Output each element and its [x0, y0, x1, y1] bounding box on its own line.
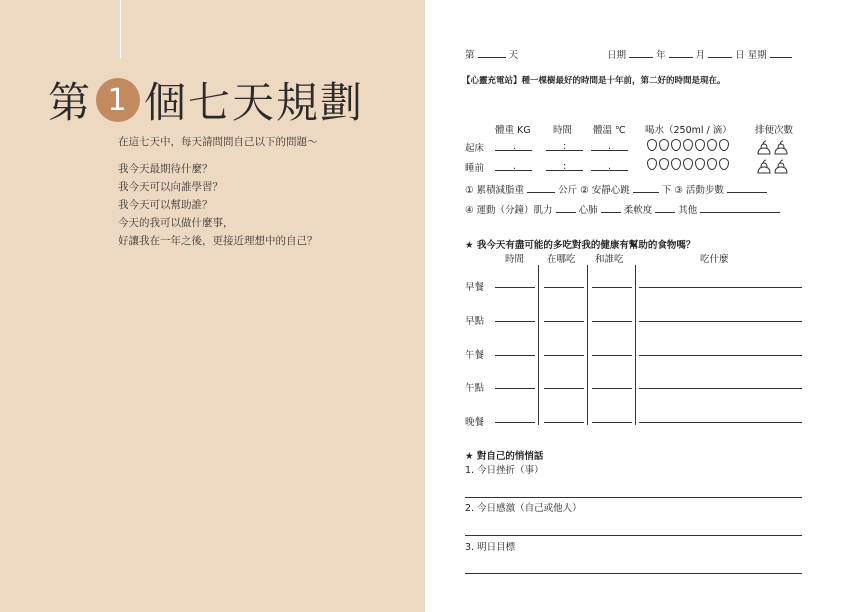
day-suffix: 天	[508, 50, 519, 61]
question-item: 我今天最期待什麼？	[118, 163, 213, 175]
flexibility-label: 柔軟度	[623, 205, 653, 216]
meal-field[interactable]	[495, 321, 535, 322]
poo-icon	[758, 141, 770, 154]
heart-rate-field[interactable]	[633, 182, 659, 193]
water-drops-wake	[647, 139, 731, 151]
cardio-label: 心肺	[578, 205, 598, 216]
stats-line-1	[465, 182, 767, 196]
title-prefix: 第	[48, 78, 93, 127]
weight-dot: .	[513, 141, 517, 152]
water-drop-icon[interactable]	[683, 139, 693, 151]
meal-label: 午餐	[465, 350, 485, 361]
poo-icon	[775, 160, 787, 173]
time-colon: :	[563, 141, 567, 152]
title-number-badge: 1	[96, 78, 140, 122]
meal-field[interactable]	[592, 287, 632, 288]
water-drop-icon[interactable]	[695, 158, 705, 170]
water-drop-icon[interactable]	[719, 158, 729, 170]
meal-label: 早餐	[465, 282, 485, 293]
water-drop-icon[interactable]	[659, 139, 669, 151]
question-list	[118, 160, 318, 250]
meal-field[interactable]	[639, 388, 802, 389]
page-title	[48, 70, 364, 130]
meal-label: 早點	[465, 316, 485, 327]
day-label: 日	[735, 50, 745, 61]
meal-field[interactable]	[544, 355, 584, 356]
col-time: 時間	[553, 125, 573, 136]
water-drop-icon[interactable]	[683, 158, 693, 170]
month-label: 月	[695, 50, 706, 61]
meal-label: 午點	[465, 383, 485, 394]
food-col-time: 時間	[505, 254, 525, 265]
col-bowel: 排便次數	[755, 125, 794, 136]
water-drop-icon[interactable]	[707, 139, 717, 151]
water-drop-icon[interactable]	[719, 139, 729, 151]
meal-label: 晚餐	[465, 417, 485, 428]
frustration-field[interactable]	[465, 497, 802, 498]
heart-rate-unit: 下	[661, 185, 672, 196]
water-drop-icon[interactable]	[695, 139, 705, 151]
other-label: 其他	[678, 205, 698, 216]
row-sleep: 睡前	[465, 163, 485, 174]
meal-field[interactable]	[639, 287, 802, 288]
fat-loss-label: ① 累積減脂重	[465, 185, 525, 196]
food-question: ★ 我今天有盡可能的多吃對我的健康有幫助的食物嗎？	[465, 240, 696, 251]
water-drop-icon[interactable]	[647, 158, 657, 170]
meal-field[interactable]	[592, 355, 632, 356]
water-drop-icon[interactable]	[707, 158, 717, 170]
water-drops-sleep	[647, 158, 731, 170]
stats-line-2	[465, 202, 780, 216]
food-col-with: 和誰吃	[595, 254, 624, 265]
quote-text: 【心靈充電站】種一棵樹最好的時間是十年前，第二好的時間是現在。	[462, 76, 726, 86]
col-temp: 體溫 ℃	[593, 125, 626, 136]
fat-loss-unit: 公斤	[558, 185, 578, 196]
whisper-title: ★ 對自己的悄悄話	[465, 451, 544, 462]
day-field[interactable]	[478, 47, 506, 58]
meal-field[interactable]	[495, 388, 535, 389]
whisper-item: 2. 今日感激（自己或他人）	[465, 503, 582, 514]
other-field[interactable]	[700, 202, 780, 213]
question-item: 我今天可以幫助誰？	[118, 199, 213, 211]
food-divider	[587, 265, 588, 425]
date-fields	[607, 47, 792, 61]
goal-field[interactable]	[465, 573, 802, 574]
strength-field[interactable]	[556, 202, 576, 213]
meal-field[interactable]	[639, 321, 802, 322]
whisper-item: 3. 明日目標	[465, 542, 516, 553]
water-drop-icon[interactable]	[647, 139, 657, 151]
day-of-month-field[interactable]	[708, 47, 732, 58]
weight-dot: .	[513, 161, 517, 172]
month-field[interactable]	[669, 47, 693, 58]
poo-icon	[775, 141, 787, 154]
temp-dot: .	[608, 161, 612, 172]
water-drop-icon[interactable]	[659, 158, 669, 170]
food-col-what: 吃什麼	[700, 254, 729, 265]
page-marker-line	[120, 0, 121, 58]
strength-label: ④ 運動（分鐘）肌力	[465, 205, 553, 216]
meal-field[interactable]	[592, 388, 632, 389]
meal-field[interactable]	[639, 355, 802, 356]
water-drop-icon[interactable]	[671, 158, 681, 170]
row-wake: 起床	[465, 143, 485, 154]
meal-field[interactable]	[495, 287, 535, 288]
flexibility-field[interactable]	[655, 202, 675, 213]
day-counter	[465, 47, 518, 61]
water-drop-icon[interactable]	[671, 139, 681, 151]
title-suffix: 個七天規劃	[144, 78, 365, 127]
question-item: 好讓我在一年之後，更接近理想中的自己？	[118, 235, 318, 247]
year-label: 年	[656, 50, 666, 61]
meal-field[interactable]	[495, 355, 535, 356]
col-water: 喝水（250ml / 滴）	[645, 125, 732, 136]
gratitude-field[interactable]	[465, 535, 802, 536]
poo-icon	[758, 160, 770, 173]
day-prefix: 第	[465, 50, 475, 61]
question-item: 今天的我可以做什麼事，	[118, 217, 234, 229]
question-item: 我今天可以向誰學習？	[118, 181, 223, 193]
meal-field[interactable]	[592, 321, 632, 322]
right-page	[425, 0, 850, 612]
col-weight: 體重 KG	[495, 125, 531, 136]
meal-field[interactable]	[544, 388, 584, 389]
time-colon: :	[563, 161, 567, 172]
bowel-icons	[755, 138, 795, 178]
meal-field[interactable]	[544, 321, 584, 322]
food-divider	[635, 265, 636, 425]
year-field[interactable]	[629, 47, 653, 58]
intro-text: 在這七天中，每天請問問自己以下的問題～	[118, 136, 318, 148]
meal-field[interactable]	[592, 422, 632, 423]
food-col-where: 在哪吃	[547, 254, 576, 265]
weekday-label: 星期	[747, 50, 767, 61]
steps-label: ③ 活動步數	[674, 185, 724, 196]
meal-field[interactable]	[495, 422, 535, 423]
food-divider	[538, 265, 539, 425]
weekday-field[interactable]	[770, 47, 792, 58]
meal-field[interactable]	[639, 422, 802, 423]
cardio-field[interactable]	[601, 202, 621, 213]
heart-rate-label: ② 安靜心跳	[580, 185, 630, 196]
whisper-item: 1. 今日挫折（事）	[465, 465, 544, 476]
date-label: 日期	[607, 50, 627, 61]
meal-field[interactable]	[544, 422, 584, 423]
temp-dot: .	[608, 141, 612, 152]
meal-field[interactable]	[544, 287, 584, 288]
fat-loss-field[interactable]	[527, 182, 555, 193]
steps-field[interactable]	[727, 182, 767, 193]
